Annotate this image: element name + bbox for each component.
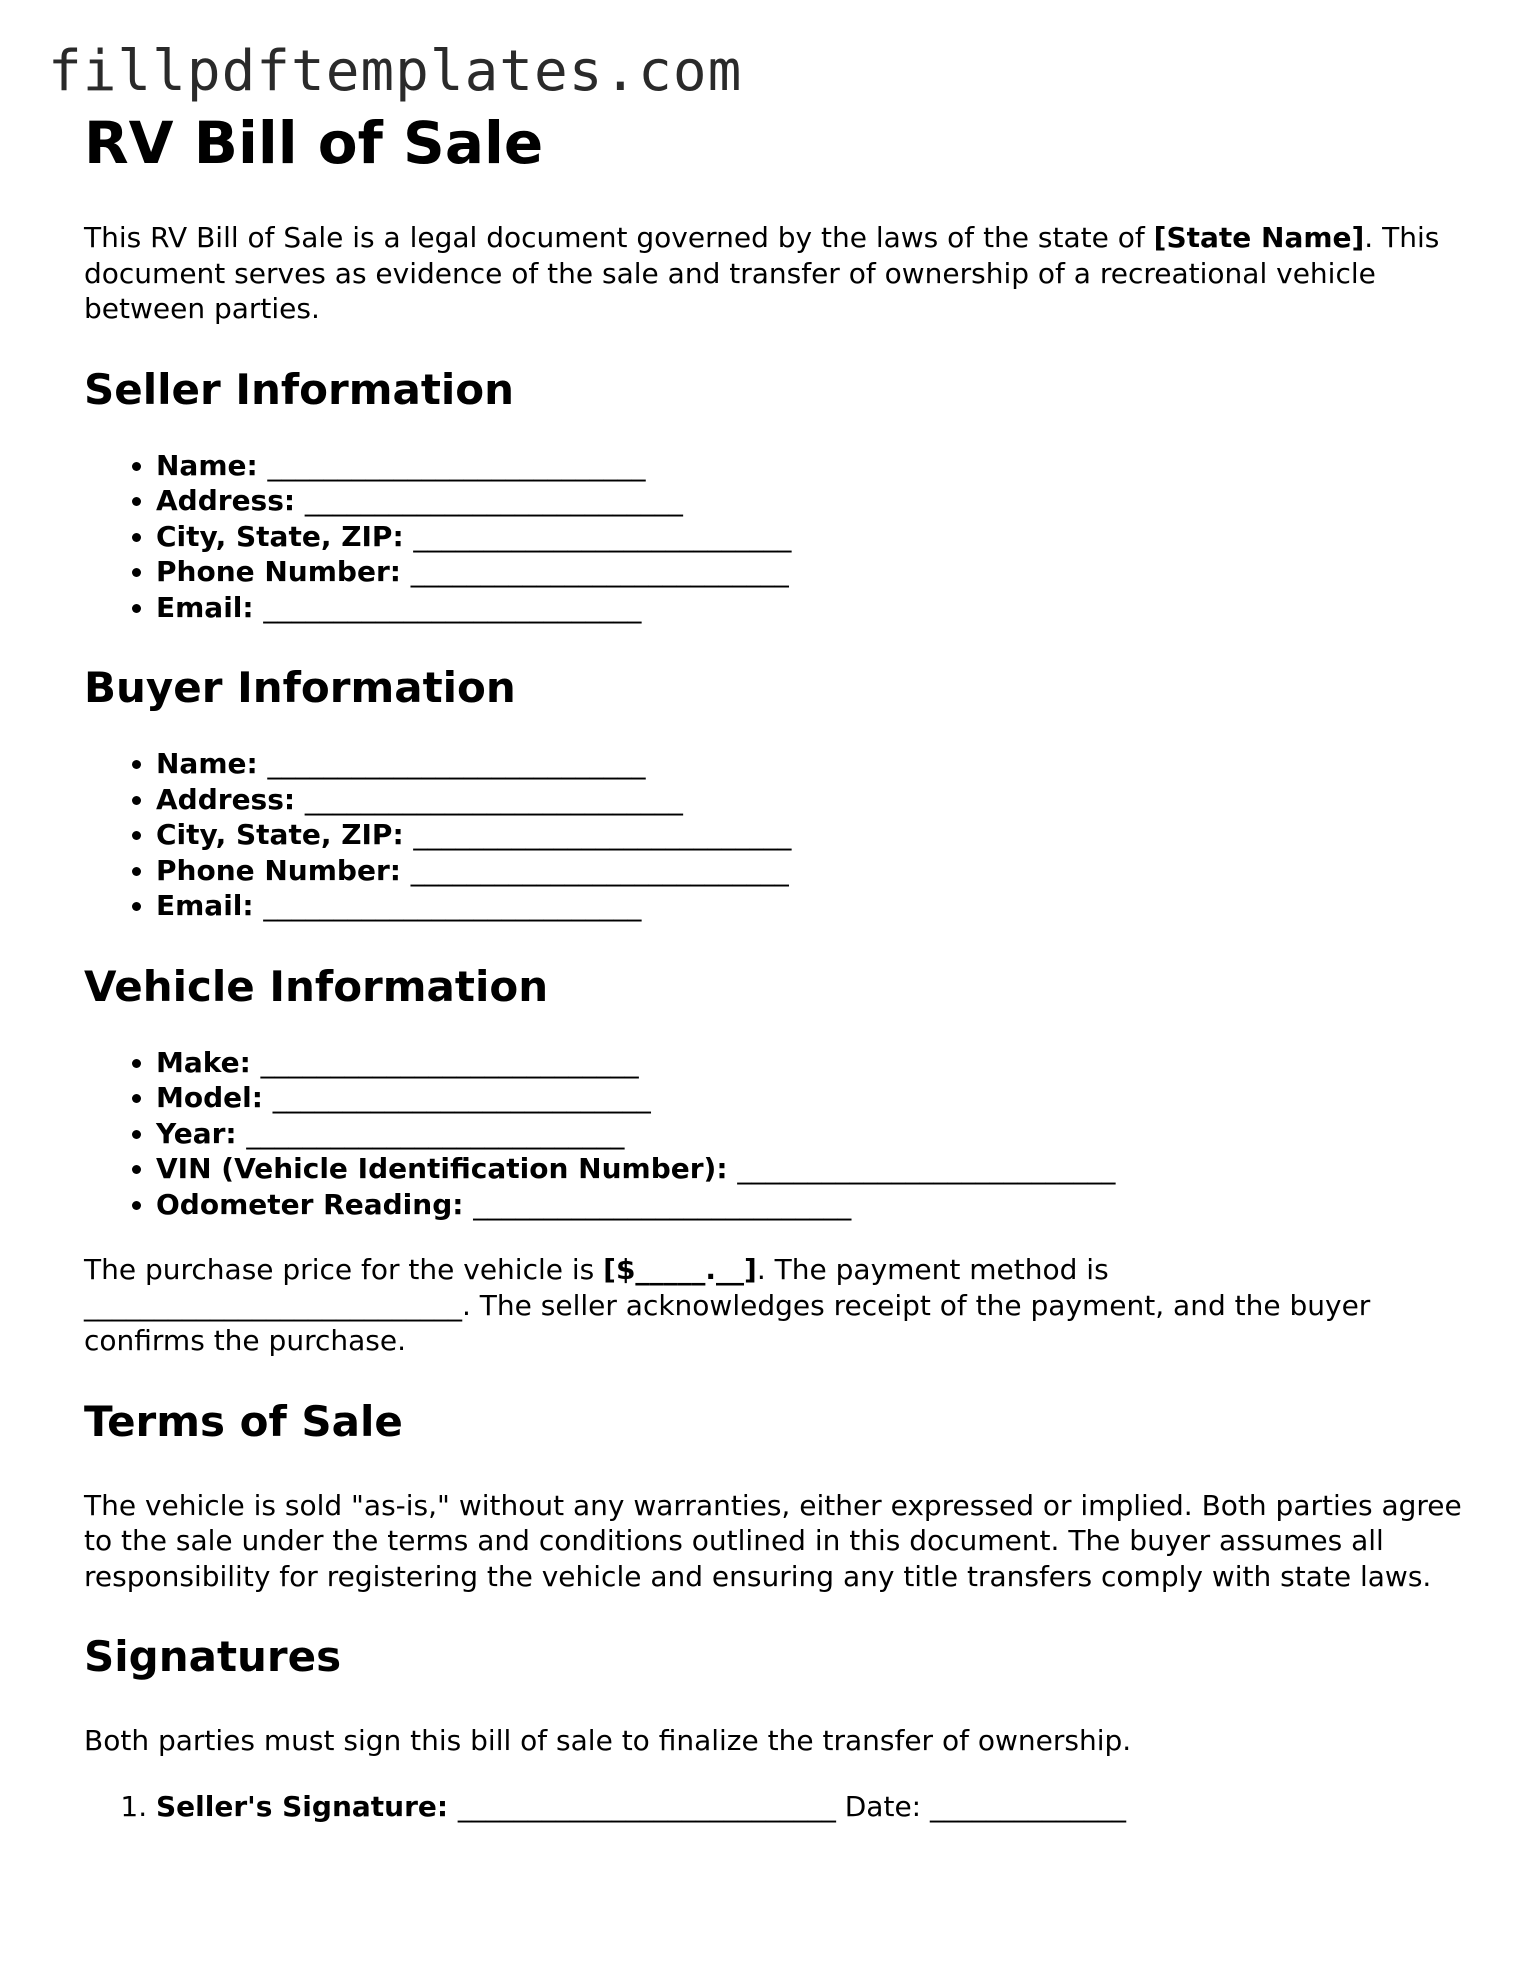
signatures-paragraph: Both parties must sign this bill of sale to finalize the transfer of ownership. [84, 1724, 1132, 1757]
buyer-fields [84, 746, 1464, 924]
buyer-heading: Buyer Information [84, 663, 516, 712]
seller-address-field[interactable]: • Address: ___________________________ [156, 483, 1464, 519]
intro-paragraph: This RV Bill of Sale is a legal document governed by the laws of the state of [State Name]. This document serves as evidence of the sale and transfer of ownership of a recreational vehicle between parties. [84, 221, 1440, 325]
signatures-heading: Signatures [84, 1632, 342, 1681]
signature-list [84, 1789, 1464, 1825]
document-title: RV Bill of Sale [84, 109, 544, 177]
payment-method-blank[interactable]: ___________________________ [84, 1288, 462, 1322]
terms-paragraph: The vehicle is sold "as-is," without any warranties, either expressed or implied. Both parties agree to the sale under the terms and conditions outlined in this document. The buyer assumes all responsibility for registering the vehicle and ensuring any title transfers comply with state laws. [84, 1488, 1462, 1593]
seller-date-blank[interactable]: ______________ [930, 1789, 1127, 1823]
seller-city-state-zip-field[interactable]: • City, State, ZIP: ___________________________ [156, 519, 1464, 555]
buyer-name-field[interactable]: • Name: ___________________________ [156, 746, 1464, 782]
terms-heading: Terms of Sale [84, 1396, 403, 1446]
seller-fields [84, 448, 1464, 626]
purchase-price-paragraph: The purchase price for the vehicle is [$_____.__]. The payment method is ___________________________. The seller acknowledges receipt of the payment, and the buyer confirms the purchase. [84, 1253, 1371, 1357]
buyer-address-field[interactable]: • Address: ___________________________ [156, 782, 1464, 818]
vehicle-model-field[interactable]: • Model: ___________________________ [156, 1080, 1464, 1116]
document-page [84, 108, 1464, 1824]
vehicle-vin-field[interactable]: • VIN (Vehicle Identification Number): ___________________________ [156, 1151, 1464, 1187]
buyer-phone-field[interactable]: • Phone Number: ___________________________ [156, 853, 1464, 889]
vehicle-year-field[interactable]: • Year: ___________________________ [156, 1116, 1464, 1152]
watermark: fillpdftemplates.com [48, 39, 743, 104]
vehicle-odometer-field[interactable]: • Odometer Reading: ___________________________ [156, 1187, 1464, 1223]
seller-signature-line[interactable]: 1. Seller's Signature: ___________________________ Date: ______________ [156, 1789, 1464, 1825]
state-name-placeholder[interactable]: [State Name] [1153, 221, 1365, 254]
vehicle-heading: Vehicle Information [84, 961, 549, 1011]
vehicle-fields [84, 1045, 1464, 1223]
price-amount-placeholder[interactable]: [$_____.__] [603, 1253, 757, 1286]
buyer-email-field[interactable]: • Email: ___________________________ [156, 888, 1464, 924]
seller-heading: Seller Information [84, 364, 515, 414]
seller-email-field[interactable]: • Email: ___________________________ [156, 590, 1464, 626]
vehicle-make-field[interactable]: • Make: ___________________________ [156, 1045, 1464, 1081]
seller-name-field[interactable]: • Name: ___________________________ [156, 448, 1464, 484]
buyer-city-state-zip-field[interactable]: • City, State, ZIP: ___________________________ [156, 817, 1464, 853]
seller-phone-field[interactable]: • Phone Number: ___________________________ [156, 554, 1464, 590]
